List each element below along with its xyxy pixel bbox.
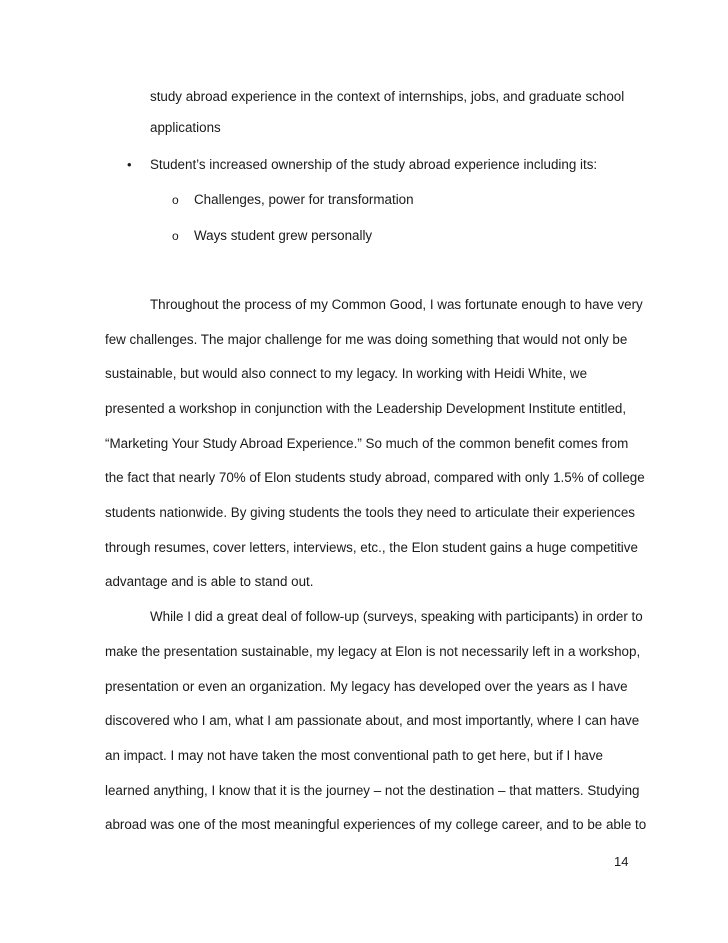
sub-bullet-marker: o xyxy=(172,229,179,243)
paragraph-line: students nationwide. By giving students the tools they need to articulate their experiences xyxy=(105,505,635,520)
list-item-continuation: applications xyxy=(150,120,221,135)
paragraph-line: While I did a great deal of follow-up (surveys, speaking with participants) in order to xyxy=(150,609,643,624)
paragraph-line: through resumes, cover letters, interviews, etc., the Elon student gains a huge competitive xyxy=(105,540,638,555)
sub-item-text: Ways student grew personally xyxy=(194,228,373,243)
paragraph-line: few challenges. The major challenge for me was doing something that would not only be xyxy=(105,332,628,347)
bullet-marker: • xyxy=(127,157,132,172)
page-number: 14 xyxy=(614,854,629,869)
sub-item-text: Challenges, power for transformation xyxy=(194,192,414,207)
paragraph-line: learned anything, I know that it is the journey – not the destination – that matters. Studying xyxy=(105,783,640,798)
paragraph-line: presented a workshop in conjunction with the Leadership Development Institute entitled, xyxy=(105,401,627,416)
bullet-item-text: Student’s increased ownership of the study abroad experience including its: xyxy=(150,157,598,172)
paragraph-line: sustainable, but would also connect to my legacy. In working with Heidi White, we xyxy=(105,366,588,381)
paragraph-line: discovered who I am, what I am passionate about, and most importantly, where I can have xyxy=(105,713,640,728)
paragraph-line: abroad was one of the most meaningful experiences of my college career, and to be able to xyxy=(105,817,647,832)
paragraph-line: “Marketing Your Study Abroad Experience.” So much of the common benefit comes from xyxy=(105,436,629,451)
paragraph-line: an impact. I may not have taken the most conventional path to get here, but if I have xyxy=(105,748,603,763)
paragraph-line: presentation or even an organization. My legacy has developed over the years as I have xyxy=(105,679,628,694)
paragraph-line: make the presentation sustainable, my legacy at Elon is not necessarily left in a workshop, xyxy=(105,644,641,659)
paragraph-line: Throughout the process of my Common Good, I was fortunate enough to have very xyxy=(150,297,643,312)
list-item-continuation: study abroad experience in the context of internships, jobs, and graduate school xyxy=(150,89,625,104)
paragraph-line: advantage and is able to stand out. xyxy=(105,574,314,589)
paragraph-line: the fact that nearly 70% of Elon students study abroad, compared with only 1.5% of college xyxy=(105,470,645,485)
sub-bullet-marker: o xyxy=(172,193,179,207)
